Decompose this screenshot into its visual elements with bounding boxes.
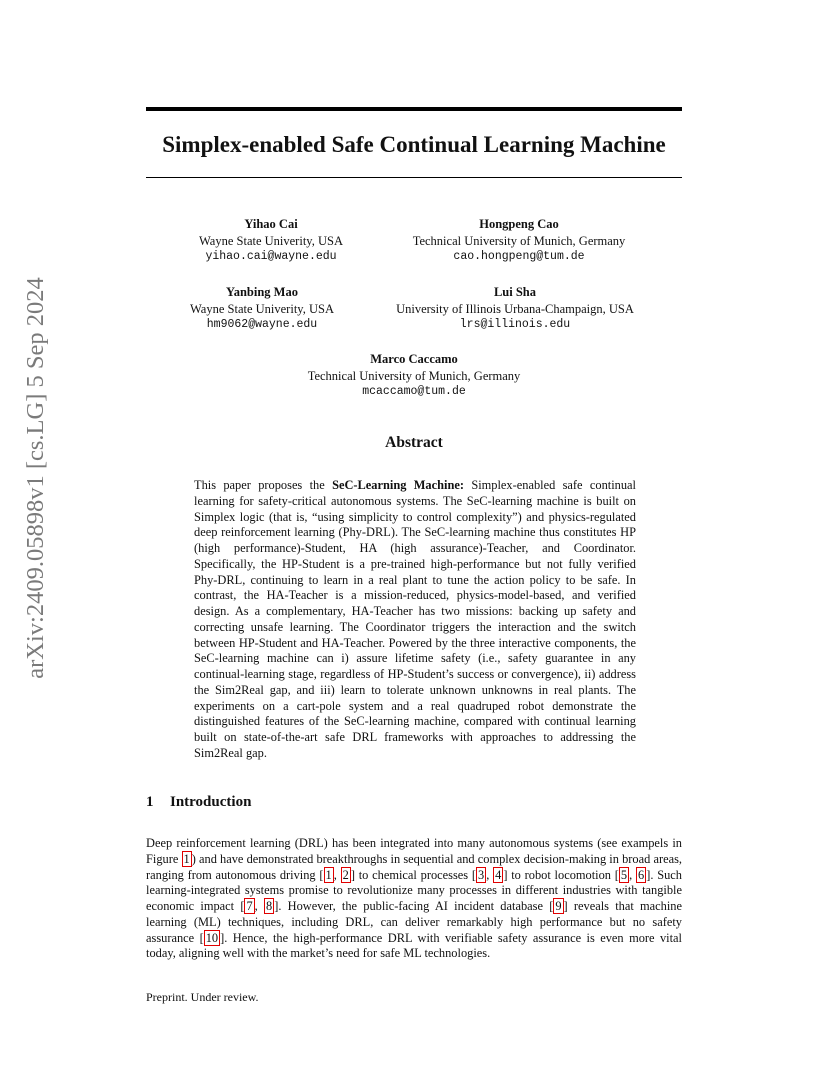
abstract-body: Simplex-enabled safe continual learning for safety-critical autonomous systems. The SeC-learning machine is built on Simplex logic (that is, “using simplicity to control complexity”) and physics-regulated deep reinforcement learning (Phy-DRL). The SeC-learning machine thus constitutes HP (high performance)-Student, HA (high assurance)-Teacher, and Coordinator. Specifically, the HP-Student is a pre-trained high-performance but not fully verified Phy-DRL, continuing to learn in a real plant to tune the action policy to be safe. In contrast, the HA-Teacher is a mission-reduced, physics-model-based, and verified design. As a complementary, HA-Teacher has two missions: backing up safety and correcting unsafe learning. The Coordinator triggers the interaction and the switch between HP-Student and HA-Teacher. Powered by the three interactive components, the SeC-learning machine can i) assure lifetime safety (i.e., safety guarantee in any continual-learning stage, regardless of HP-Student’s success or convergence), ii) address the Sim2Real gap, and iii) learn to tolerate unknown unknowns in real plants. The experiments on a cart-pole system and a real quadruped robot demonstrate the distinguished features of the SeC-learning machine, compared with continual learning built on state-of-the-art safe DRL frameworks with approaches to addressing the Sim2Real gap. <box>194 478 636 760</box>
title-bottom-rule <box>146 177 682 178</box>
citation-link[interactable]: 9 <box>555 899 562 913</box>
citation-link[interactable]: 6 <box>637 867 645 882</box>
section-number: 1 <box>146 794 154 810</box>
abstract-heading: Abstract <box>385 434 443 451</box>
citation-link[interactable]: 10 <box>205 930 219 945</box>
author-affiliation: Wayne State Univerity, USA <box>190 301 334 316</box>
paragraph-text: ]. However, the public-facing AI incident database [ <box>274 899 554 913</box>
paragraph-text: , <box>486 867 494 882</box>
author-email[interactable]: lrs@illinois.edu <box>459 318 571 331</box>
abstract-bold-term: SeC-Learning Machine: <box>332 478 464 492</box>
author-block <box>413 216 626 266</box>
paragraph-text: ] reveals that machine learning (ML) techniques, including DRL, can deliver remarkably high performance but no safety assurance [ <box>146 899 682 945</box>
author-name: Yihao Cai <box>244 217 298 231</box>
citation-link[interactable]: 3 <box>478 867 485 882</box>
paragraph-text: Deep reinforcement learning (DRL) has been integrated into many autonomous systems (see exampels in Figure <box>146 836 682 866</box>
paragraph-text: , <box>254 899 264 913</box>
author-block <box>199 216 343 266</box>
citation-link[interactable]: 4 <box>495 867 502 882</box>
introduction-paragraph <box>146 836 682 962</box>
author-block <box>190 284 334 334</box>
paragraph-text: ]. Such learning-integrated systems promise to revolutionize many processes in different industries with tangible economic impact [ <box>146 867 682 913</box>
preprint-footer: Preprint. Under review. <box>146 990 259 1004</box>
author-name: Hongpeng Cao <box>479 217 559 231</box>
paragraph-text: , <box>629 867 636 882</box>
citation-link[interactable]: 5 <box>620 867 628 882</box>
citation-link[interactable]: 2 <box>342 867 349 882</box>
paragraph-text: ] to robot locomotion [ <box>503 867 619 882</box>
abstract-lead: This paper proposes the <box>194 478 333 492</box>
author-block <box>308 351 521 401</box>
section-title: Introduction <box>170 794 252 810</box>
citation-link[interactable]: 8 <box>266 899 273 913</box>
citation-link[interactable]: 1 <box>183 851 190 866</box>
author-name: Lui Sha <box>493 285 537 299</box>
author-affiliation: Technical University of Munich, Germany <box>412 233 626 248</box>
author-email[interactable]: hm9062@wayne.edu <box>206 318 318 331</box>
section-heading-introduction <box>146 794 251 811</box>
author-email[interactable]: yihao.cai@wayne.edu <box>205 250 337 263</box>
author-email[interactable]: cao.hongpeng@tum.de <box>453 250 585 263</box>
citation-link[interactable]: 1 <box>325 867 332 882</box>
author-affiliation: Wayne State Univerity, USA <box>199 233 343 248</box>
author-name: Yanbing Mao <box>226 285 298 299</box>
author-block <box>396 284 634 334</box>
abstract-text <box>194 478 636 762</box>
author-affiliation: Technical University of Munich, Germany <box>307 368 521 383</box>
title-top-rule <box>146 107 682 111</box>
paragraph-text: ] to chemical processes [ <box>350 867 477 882</box>
arxiv-identifier-stamp: arXiv:2409.05898v1 [cs.LG] 5 Sep 2024 <box>22 277 49 679</box>
citation-link[interactable]: 7 <box>246 899 253 913</box>
paragraph-text: ) and have demonstrated breakthroughs in sequential and complex decision-making in broad areas, ranging from autonomous driving [ <box>146 851 682 882</box>
paper-title: Simplex-enabled Safe Continual Learning Machine <box>162 132 666 157</box>
author-affiliation: University of Illinois Urbana-Champaign, USA <box>396 301 634 316</box>
author-email[interactable]: mcaccamo@tum.de <box>362 385 466 398</box>
author-name: Marco Caccamo <box>370 352 458 366</box>
paragraph-text: , <box>333 867 341 882</box>
paragraph-text: ]. Hence, the high-performance DRL with verifiable safety assurance is even more vital today, aligning well with the market’s need for safe ML technologies. <box>146 930 682 961</box>
